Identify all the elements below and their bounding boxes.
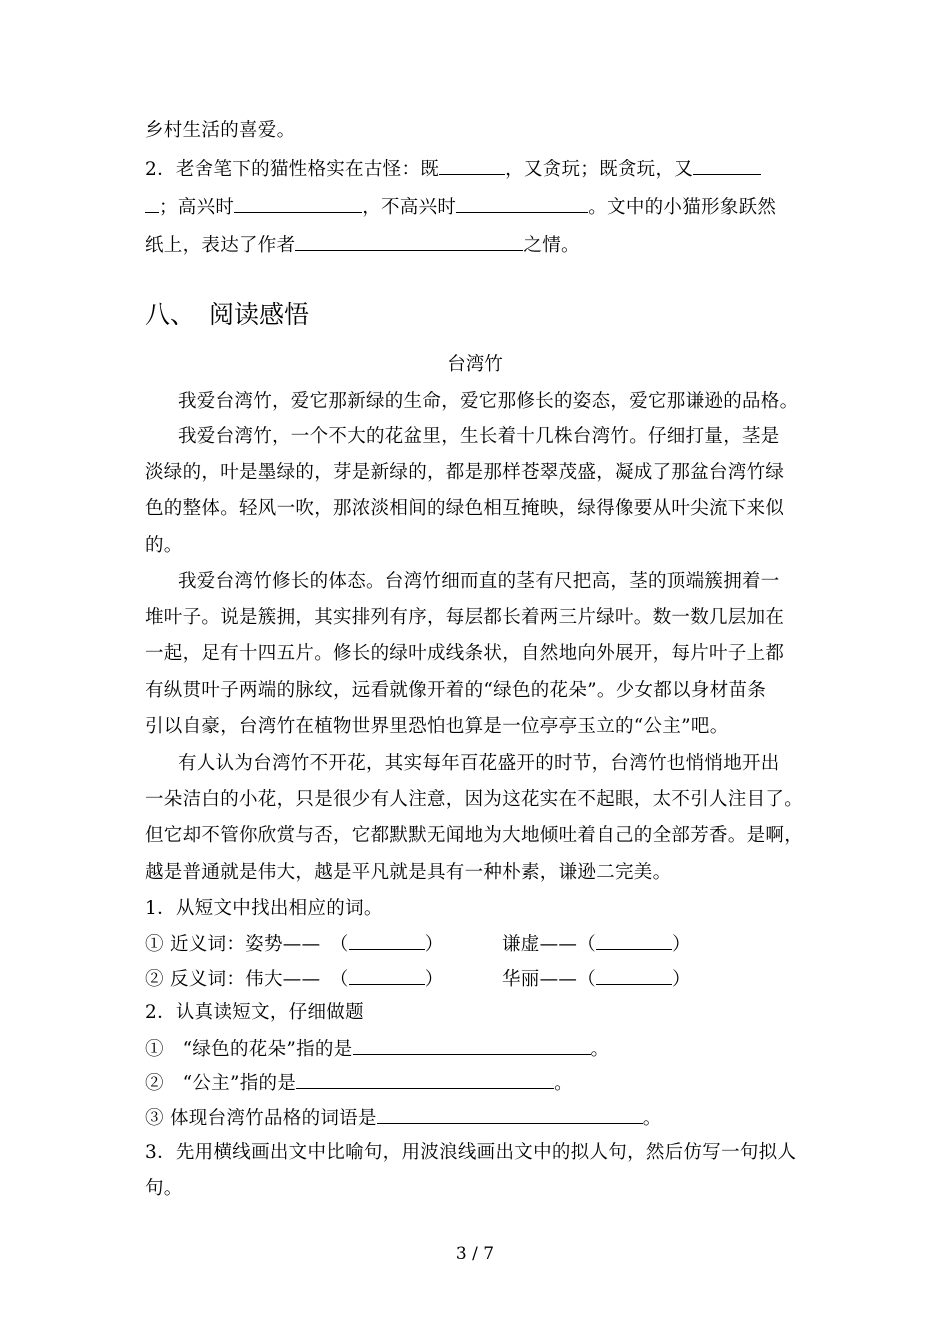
section-number: 八、 (145, 300, 196, 329)
text: 。 (554, 1073, 573, 1094)
article-line: 淡绿的，叶是墨绿的，芽是新绿的，都是那样苍翠茂盛，凝成了那盆台湾竹绿 (145, 462, 785, 483)
text: ） (672, 969, 691, 990)
fill-blank[interactable] (439, 158, 505, 175)
fill-blank[interactable] (296, 1072, 554, 1089)
question-2-2 (145, 1072, 810, 1095)
text: ② 反义词：伟大—— （ (145, 969, 349, 990)
prev-text-line: 乡村生活的喜爱。 (145, 120, 296, 141)
text: 。文中的小猫形象跃然 (588, 197, 777, 218)
text: 之情。 (523, 235, 580, 256)
fill-blank[interactable] (353, 1038, 591, 1055)
fill-blank[interactable] (377, 1107, 643, 1124)
question-1: 1．从短文中找出相应的词。 (145, 898, 383, 919)
text: ；高兴时 (159, 197, 235, 218)
section-title: 阅读感悟 (209, 300, 310, 329)
question-3-line-1: 3．先用横线画出文中比喻句，用波浪线画出文中的拟人句，然后仿写一句拟人 (145, 1142, 797, 1163)
fill-blank[interactable] (596, 933, 672, 950)
text: 2．老舍笔下的猫性格实在古怪：既 (145, 159, 440, 180)
text: ③ 体现台湾竹品格的词语是 (145, 1108, 377, 1129)
article-line: 我爱台湾竹，一个不大的花盆里，生长着十几株台湾竹。仔细打量，茎是 (178, 426, 780, 447)
question-3-line-2: 句。 (145, 1178, 183, 1199)
article-line: 越是普通就是伟大，越是平凡就是具有一种朴素，谦逊二完美。 (145, 862, 672, 883)
text: 纸上，表达了作者 (145, 235, 296, 256)
question-2-3 (145, 1107, 810, 1130)
question-2-1 (145, 1038, 810, 1061)
text: ，不高兴时 (362, 197, 457, 218)
article-line: 堆叶子。说是簇拥，其实排列有序，每层都长着两三片绿叶。数一数几层加在 (145, 607, 785, 628)
question-2-line-2 (145, 196, 810, 219)
text: 华丽——（ (502, 969, 597, 990)
text: ） (672, 934, 691, 955)
text: 。 (590, 1039, 610, 1060)
article-line: 有纵贯叶子两端的脉纹，远看就像开着的“绿色的花朵”。少女都以身材苗条 (145, 680, 767, 701)
text: 。 (642, 1108, 662, 1129)
fill-blank[interactable] (349, 933, 425, 950)
text: ） (424, 934, 444, 955)
article-line: 我爱台湾竹修长的体态。台湾竹细而直的茎有尺把高，茎的顶端簇拥着一 (178, 571, 780, 592)
text: ，又贪玩；既贪玩，又 (505, 159, 694, 180)
article-line: 有人认为台湾竹不开花，其实每年百花盛开的时节，台湾竹也悄悄地开出 (178, 753, 780, 774)
fill-blank[interactable] (145, 196, 159, 213)
article-line: 引以自豪，台湾竹在植物世界里恐怕也算是一位亭亭玉立的“公主”吧。 (145, 716, 729, 737)
article-line: 但它却不管你欣赏与否，它都默默无闻地为大地倾吐着自己的全部芳香。是啊， (145, 825, 804, 846)
text: ① “绿色的花朵”指的是 (145, 1039, 353, 1060)
question-2: 2．认真读短文，仔细做题 (145, 1002, 364, 1023)
text: 谦虚——（ (502, 934, 597, 955)
question-2-line-1 (145, 158, 810, 181)
article-line: 一朵洁白的小花，只是很少有人注意，因为这花实在不起眼，太不引人注目了。 (145, 789, 804, 810)
text: ② “公主”指的是 (145, 1073, 297, 1094)
text: ） (424, 969, 444, 990)
article-line: 色的整体。轻风一吹，那浓淡相间的绿色相互掩映，绿得像要从叶尖流下来似 (145, 498, 785, 519)
article-line: 一起，足有十四五片。修长的绿叶成线条状，自然地向外展开，每片叶子上都 (145, 643, 785, 664)
fill-blank[interactable] (234, 196, 362, 213)
question-1-synonyms (145, 933, 810, 956)
text: ① 近义词：姿势—— （ (145, 934, 349, 955)
article-line: 我爱台湾竹，爱它那新绿的生命，爱它那修长的姿态，爱它那谦逊的品格。 (178, 391, 799, 412)
fill-blank[interactable] (693, 158, 761, 175)
fill-blank[interactable] (349, 968, 425, 985)
article-title: 台湾竹 (447, 354, 503, 375)
fill-blank[interactable] (456, 196, 588, 213)
question-1-antonyms (145, 968, 810, 991)
fill-blank[interactable] (295, 234, 523, 251)
fill-blank[interactable] (596, 968, 672, 985)
article-line: 的。 (145, 535, 183, 556)
question-2-line-3 (145, 234, 810, 257)
page-number: 3 / 7 (455, 1244, 495, 1264)
section-heading (145, 300, 309, 330)
